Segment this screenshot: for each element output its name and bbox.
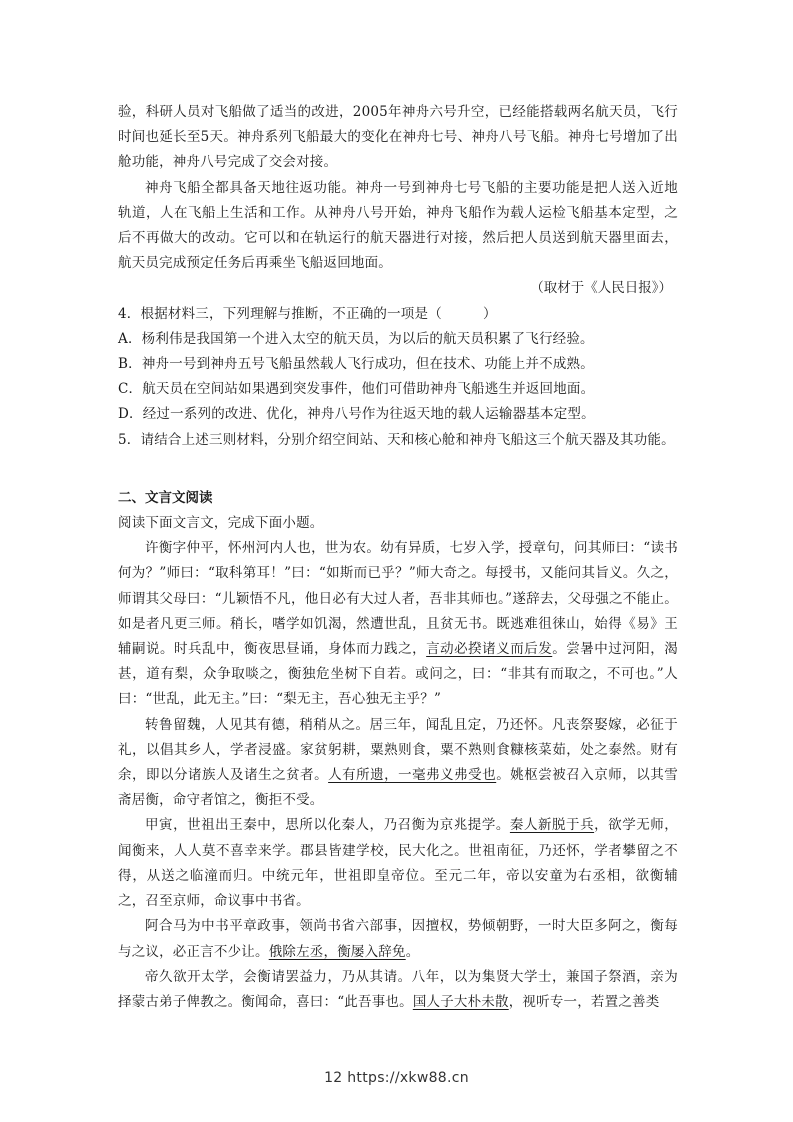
page-number: 12 xyxy=(324,1070,343,1086)
section-heading: 二、文言文阅读 xyxy=(118,489,213,506)
text-run: 转鲁留魏，人见其有德，稍稍从之。居三年，闻乱且定，乃还怀。凡丧祭娶嫁，必征于礼，以倡其乡人，学者浸盛。家贫躬耕，粟熟则食，粟不熟则食糠核菜茹，处之泰然。财有余，即以分诸族人及诸生之贫者。 xyxy=(118,716,678,784)
underlined-sentence-4: 俄除左丞，衡屡入辞免 xyxy=(268,943,406,960)
question-5: 5．请结合上述三则材料，分别介绍空间站、天和核心舱和神舟飞船这三个航天器及其功能。 xyxy=(118,431,675,448)
text-run: 阿合马为中书平章政事，领尚书省六部事，因擅权，势倾朝野，一时大臣多阿之，衡每与之议，必正言不少让。 xyxy=(118,918,678,960)
underlined-sentence-2: 人有所遗，一毫弗义弗受也 xyxy=(328,767,497,784)
footer-site-link[interactable]: https://xkw88.cn xyxy=(347,1070,469,1086)
text-run: 帝久欲开太学，会衡请罢益力，乃从其请。八年，以为集贤大学士，兼国子祭酒，亲为择蒙古弟子俾教之。衡闻命，喜曰：“此吾事也。 xyxy=(118,968,678,1010)
text-run: ，欲学无师，闻衡来，人人莫不喜幸来学。郡县皆建学校，民大化之。世祖南征，乃还怀，学者攀留之不得，从送之临潼而归。中统元年，世祖即皇帝位。至元二年，帝以安童为右丞相，欲衡辅之，召至京师，命议事中书省。 xyxy=(118,817,678,910)
underlined-sentence-1: 言动必揆诸义而后发 xyxy=(426,641,553,658)
page-content xyxy=(118,100,678,1015)
material3-paragraph-2: 神舟飞船全都具备天地往返功能。神舟一号到神舟七号飞船的主要功能是把人送入近地轨道，人在飞船上生活和工作。从神舟八号开始，神舟飞船作为载人运检飞船基本定型，之后不再做大的改动。它可以和在轨运行的航天器进行对接，然后把人员送到航天器里面去，航天员完成预定任务后再乘坐飞船返回地面。 xyxy=(118,179,678,272)
section-instructions: 阅读下面文言文，完成下面小题。 xyxy=(118,515,324,532)
option-b: B．神舟一号到神舟五号飞船虽然载人飞行成功，但在技术、功能上并不成熟。 xyxy=(118,356,594,373)
option-c: C．航天员在空间站如果遇到突发事件，他们可借助神舟飞船逃生并返回地面。 xyxy=(118,381,595,398)
text-run: ，视听专一，若置之善类 xyxy=(508,993,660,1010)
classical-paragraph-4 xyxy=(118,914,678,964)
text-run: 。 xyxy=(405,943,420,960)
option-d: D．经过一系列的改进、优化，神舟八号作为往返天地的载人运输器基本定型。 xyxy=(118,406,595,423)
classical-paragraph-5 xyxy=(118,965,678,1015)
text-run: 。尝暑中过河阳，渴甚，道有梨，众争取啖之，衡独危坐树下自若。或问之，曰：“非其有而取之，不可也。”人曰：“世乱，此无主。”曰：“梨无主，吾心独无主乎？” xyxy=(118,641,678,708)
source-citation: （取材于《人民日报》） xyxy=(530,280,672,297)
page-footer xyxy=(0,1070,793,1086)
text-run: 甲寅，世祖出王秦中，思所以化秦人，乃召衡为京兆提学。 xyxy=(145,817,510,834)
underlined-sentence-3: 秦人新脱于兵 xyxy=(509,817,595,834)
material3-paragraph-1: 验，科研人员对飞船做了适当的改进，2005年神舟六号升空，已经能搭载两名航天员，飞行时间也延长至5天。神舟系列飞船最大的变化在神舟七号、神舟八号飞船。神舟七号增加了出舱功能，神舟八号完成了交会对接。 xyxy=(118,104,678,171)
underlined-sentence-5: 国人子大朴未散 xyxy=(412,993,509,1010)
classical-paragraph-2 xyxy=(118,713,678,814)
option-a: A．杨利伟是我国第一个进入太空的航天员，为以后的航天员积累了飞行经验。 xyxy=(118,330,594,347)
question-4: 4．根据材料三，下列理解与推断，不正确的一项是（ ） xyxy=(118,305,497,322)
classical-paragraph-1 xyxy=(118,536,678,712)
classical-paragraph-3 xyxy=(118,813,678,914)
text-run: 。姚枢尝被召入京师，以其雪斋居衡，命守者馆之，衡拒不受。 xyxy=(118,767,678,809)
text-run: 许衡字仲平，怀州河内人也，世为农。幼有异质，七岁入学，授章句，问其师曰：“读书何为？”师曰：“取科第耳！”曰：“如斯而已乎？”师大奇之。每授书，又能问其旨义。久之，师谓其父母曰：“儿颖悟不凡，他日必有大过人者，吾非其师也。”遂辞去，父母强之不能止。如是者凡更三师。稍长，嗜学如饥渴，然遭世乱，且贫无书。既逃难徂徕山，始得《易》王辅嗣说。时兵乱中，衡夜思昼诵，身体而力践之， xyxy=(118,540,678,658)
